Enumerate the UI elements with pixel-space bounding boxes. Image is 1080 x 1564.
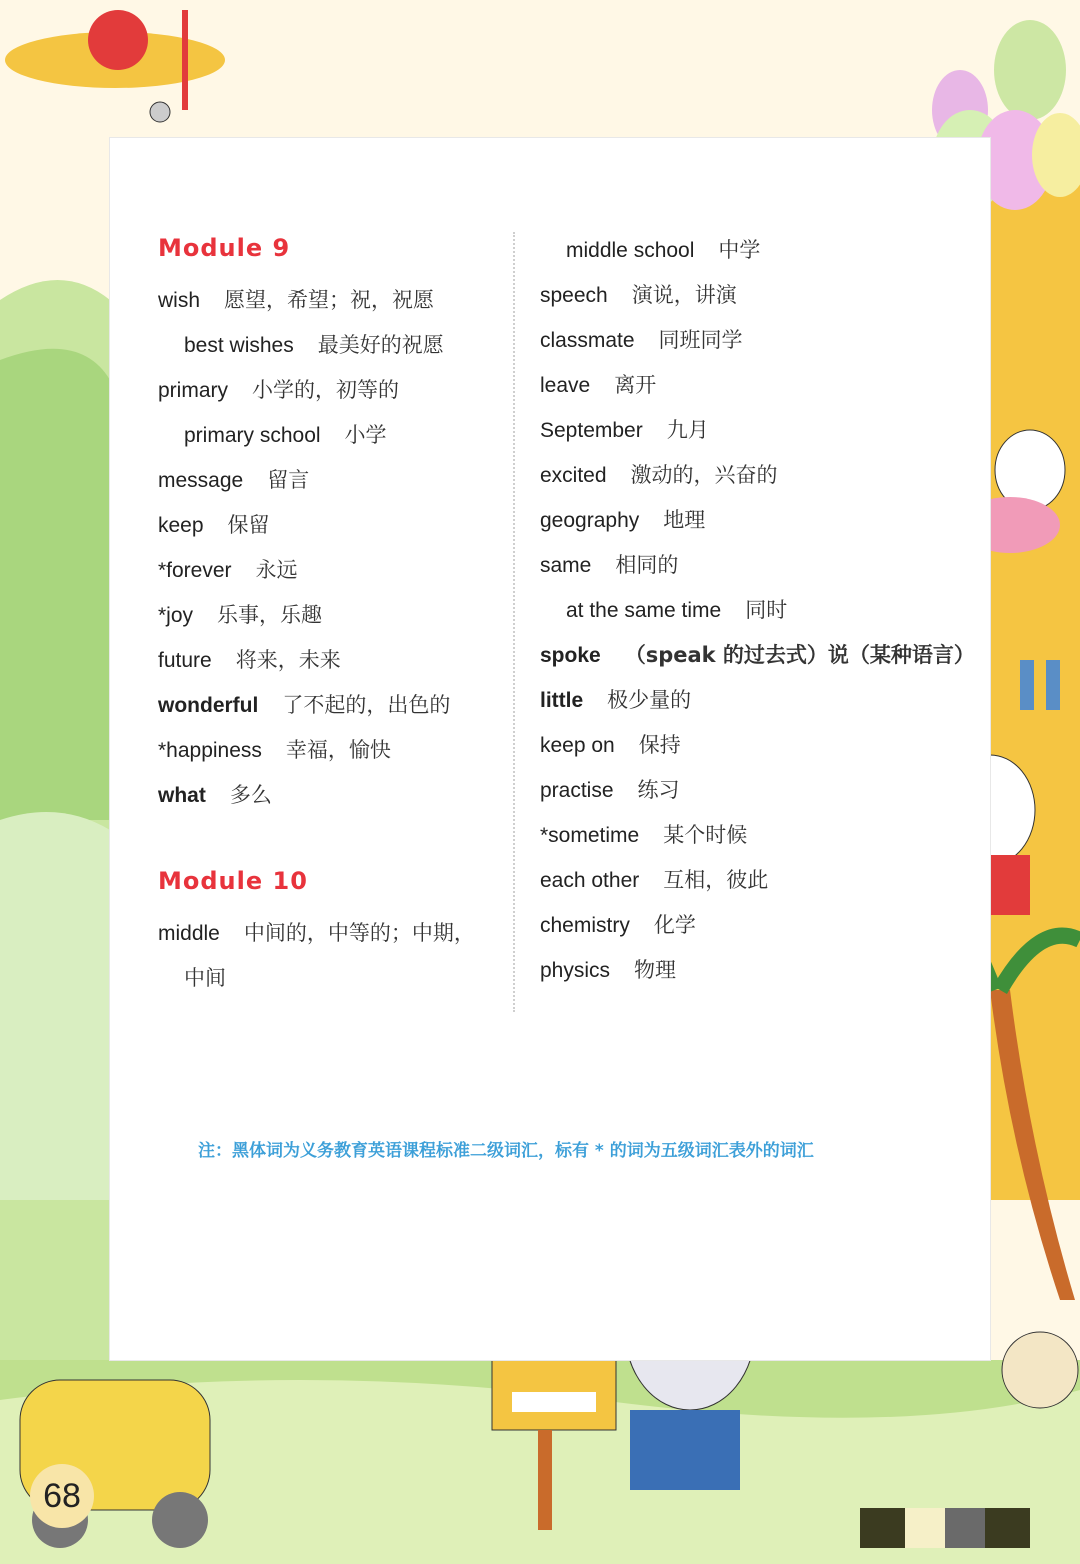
vocab-entry — [158, 462, 309, 498]
vocab-word: spoke — [540, 644, 601, 667]
vocab-entry — [158, 732, 391, 768]
vocab-meaning: 中间的，中等的；中期， — [243, 921, 475, 945]
vocab-word: chemistry — [540, 914, 630, 937]
vocab-entry — [540, 862, 768, 898]
vocab-entry — [540, 547, 678, 583]
vocab-entry-continuation — [184, 960, 226, 996]
vocab-meaning: 演说，讲演 — [631, 283, 737, 307]
vocab-meaning: 离开 — [614, 373, 657, 397]
vocab-meaning: 化学 — [653, 913, 696, 937]
footnote: 注：黑体词为义务教育英语课程标准二级词汇，标有 * 的词为五级词汇表外的词汇 — [198, 1141, 814, 1161]
vocab-word: future — [158, 649, 212, 672]
vocab-word: primary school — [184, 424, 321, 447]
vocab-word: best wishes — [184, 334, 294, 357]
vocab-entry — [540, 277, 737, 313]
vocab-entry — [158, 687, 450, 723]
vocab-entry — [158, 777, 272, 813]
page-number: 68 — [30, 1464, 94, 1528]
vocab-meaning: 愿望，希望；祝，祝愿 — [224, 288, 435, 312]
vocab-meaning: 幸福，愉快 — [285, 738, 391, 762]
vocab-entry — [540, 322, 743, 358]
vocab-entry — [184, 327, 444, 363]
vocab-entry — [540, 502, 705, 538]
vocab-meaning: 永远 — [255, 558, 298, 582]
vocab-word: *joy — [158, 604, 194, 627]
vocab-entry — [540, 367, 656, 403]
vocab-entry — [540, 817, 747, 853]
vocab-meaning: 同班同学 — [658, 328, 743, 352]
vocab-word: physics — [540, 959, 611, 982]
vocab-word: September — [540, 419, 643, 442]
vocab-word: *sometime — [540, 824, 640, 847]
vocab-entry — [158, 552, 298, 588]
vocab-word: little — [540, 689, 584, 712]
vocab-entry — [158, 915, 475, 951]
vocab-word: leave — [540, 374, 591, 397]
vocab-meaning: 留言 — [267, 468, 310, 492]
vocab-entry — [184, 417, 387, 453]
vocab-word: at the same time — [566, 599, 722, 622]
vocab-word: middle — [158, 922, 220, 945]
vocab-word: *happiness — [158, 739, 262, 762]
vocab-meaning: 将来，未来 — [235, 648, 341, 672]
vocab-meaning: 小学的，初等的 — [252, 378, 400, 402]
vocab-word: primary — [158, 379, 229, 402]
vocab-meaning: 相同的 — [615, 553, 679, 577]
vocab-entry — [540, 907, 696, 943]
vocab-entry — [540, 457, 778, 493]
vocab-meaning: 极少量的 — [607, 688, 692, 712]
vocab-meaning: 激动的，兴奋的 — [630, 463, 778, 487]
column-divider — [513, 232, 515, 1012]
vocab-word: geography — [540, 509, 640, 532]
vocab-meaning: 了不起的，出色的 — [282, 693, 451, 717]
vocab-entry — [540, 727, 681, 763]
vocab-meaning: （speak 的过去式）说（某种语言） — [624, 643, 975, 667]
module-10-title: Module 10 — [158, 867, 308, 895]
vocab-entry — [540, 637, 975, 673]
vocab-entry — [158, 282, 434, 318]
vocab-word: practise — [540, 779, 614, 802]
vocab-entry — [158, 597, 322, 633]
vocab-meaning: 中学 — [718, 238, 761, 262]
vocab-meaning: 保持 — [638, 733, 681, 757]
vocab-word: same — [540, 554, 592, 577]
vocab-word: *forever — [158, 559, 232, 582]
vocab-word: message — [158, 469, 244, 492]
vocab-word: each other — [540, 869, 640, 892]
vocab-entry — [540, 772, 680, 808]
module-9-title: Module 9 — [158, 234, 291, 262]
vocab-entry — [158, 372, 399, 408]
vocab-meaning: 小学 — [344, 423, 387, 447]
vocab-meaning: 中间 — [184, 966, 226, 990]
vocab-entry — [540, 682, 691, 718]
vocab-meaning: 同时 — [745, 598, 788, 622]
vocab-meaning: 物理 — [634, 958, 677, 982]
vocab-entry — [540, 952, 676, 988]
vocab-word: keep — [158, 514, 204, 537]
vocab-word: keep on — [540, 734, 615, 757]
vocab-meaning: 练习 — [637, 778, 680, 802]
vocab-entry — [158, 507, 270, 543]
vocab-entry — [566, 592, 787, 628]
vocab-meaning: 最美好的祝愿 — [317, 333, 444, 357]
vocab-word: what — [158, 784, 206, 807]
vocab-meaning: 互相，彼此 — [663, 868, 769, 892]
vocab-word: excited — [540, 464, 607, 487]
vocab-word: wonderful — [158, 694, 259, 717]
vocab-meaning: 九月 — [666, 418, 709, 442]
vocab-word: middle school — [566, 239, 695, 262]
vocab-meaning: 某个时候 — [663, 823, 748, 847]
vocab-word: classmate — [540, 329, 635, 352]
vocab-word: speech — [540, 284, 608, 307]
vocab-meaning: 保留 — [227, 513, 270, 537]
vocab-word: wish — [158, 289, 201, 312]
vocab-entry — [540, 412, 709, 448]
vocab-meaning: 地理 — [663, 508, 706, 532]
vocab-entry — [158, 642, 341, 678]
vocab-entry — [566, 232, 760, 268]
vocab-meaning: 多么 — [229, 783, 272, 807]
vocab-meaning: 乐事，乐趣 — [217, 603, 323, 627]
